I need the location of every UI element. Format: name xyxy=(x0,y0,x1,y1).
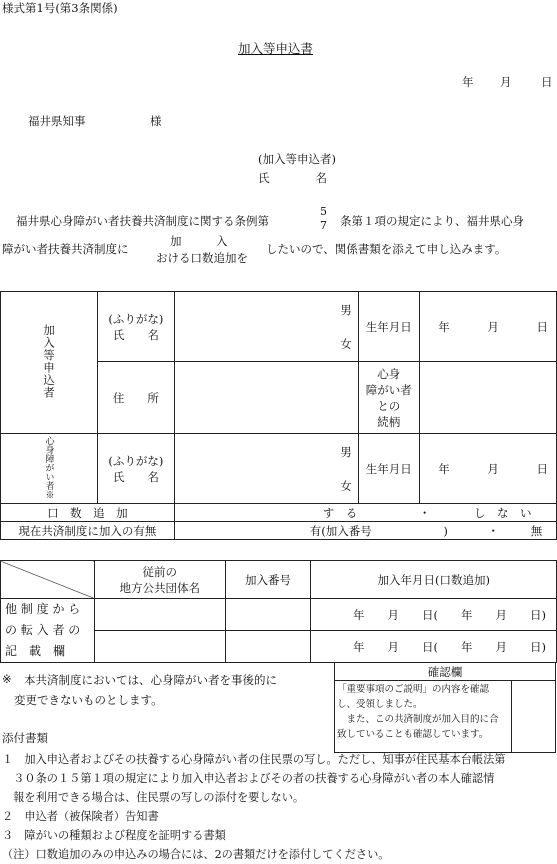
transfer-table xyxy=(0,560,557,663)
note-line2: 変更できないものとします。 xyxy=(14,693,163,707)
disabled-birth-day-label: 日 xyxy=(536,461,548,476)
attachments-list xyxy=(2,750,505,864)
transfer-label-line2: の 転 入 者 の xyxy=(5,623,81,637)
date-day-label: 日 xyxy=(541,75,553,89)
address-label: 住 所 xyxy=(98,362,175,434)
header-corner-cell xyxy=(1,561,95,599)
article-option-5: 5 xyxy=(320,205,327,218)
disabled-male-option[interactable]: 男 xyxy=(340,445,352,459)
disabled-name-label: 氏 名 xyxy=(112,469,159,484)
disabled-birth-date-label: 生年月日 xyxy=(358,434,419,504)
address-field[interactable] xyxy=(174,362,358,434)
intro-line1-b: 条第１項の規定により、福井県心身 xyxy=(340,214,524,228)
confirmation-text xyxy=(335,681,512,753)
birth-day-label: 日 xyxy=(536,319,548,334)
attachment-item-3: ３ 障がいの種類および程度を証明する書類 xyxy=(2,829,226,842)
confirmation-line3: また、この共済制度が加入目的に合 xyxy=(337,714,499,725)
addressee: 福井県知事 xyxy=(28,114,86,128)
intro-line1-a: 福井県心身障がい者扶養共済制度に関する条例第 xyxy=(16,214,269,228)
date-year-label: 年 xyxy=(462,75,474,89)
applicant-name-label: 氏 名 xyxy=(258,171,327,185)
note-mark: ※ xyxy=(2,672,12,686)
confirmation-check-field[interactable] xyxy=(512,681,556,753)
prev-org-header-line1: 従前の xyxy=(142,564,177,579)
member-number-field-2[interactable] xyxy=(225,631,311,663)
attachment-item-1: １ 加入申込者およびその扶養する心身障がい者の住民票の写し。ただし、知事が住民基本台帳法第 xyxy=(2,753,506,766)
prev-org-header-line2: 地方公共団体名 xyxy=(119,580,200,595)
applicant-label: (加入等申込者) xyxy=(258,152,336,166)
confirmation-line2: し、受領しました。 xyxy=(337,699,423,710)
transfer-row-label xyxy=(1,599,95,663)
applicant-birth-date-field[interactable] xyxy=(419,292,556,362)
units-add-choice[interactable] xyxy=(174,504,556,522)
disabled-header-text: 心身障がい者※ xyxy=(43,435,54,499)
form-number: 様式第1号(第3条関係) xyxy=(2,1,118,15)
relation-line-4: 続柄 xyxy=(377,414,401,429)
option-join: 加 入 xyxy=(170,234,228,248)
prev-org-header xyxy=(94,561,225,599)
join-date-header: 加入年月日(口数追加) xyxy=(311,561,557,599)
relation-field[interactable] xyxy=(419,362,556,434)
units-no-option[interactable]: し な い xyxy=(474,505,532,520)
join-date-field-1[interactable]: 年 月 日( 年 月 日) xyxy=(311,599,557,631)
applicant-section-header xyxy=(1,292,98,434)
member-number-field-1[interactable] xyxy=(225,599,311,631)
furigana-label: (ふりがな) xyxy=(108,311,164,326)
disabled-name-field[interactable] xyxy=(174,434,358,504)
applicant-name-field[interactable] xyxy=(174,292,358,362)
relation-line-2: 障がい者 xyxy=(365,382,412,397)
transfer-label-line1: 他 制 度 か ら xyxy=(5,602,81,616)
prev-org-field-2[interactable] xyxy=(94,631,225,663)
attachment-item-1-cont2: 報を利用できる場合は、住民票の写しの添付を要しない。 xyxy=(2,791,305,804)
date-month-label: 月 xyxy=(500,75,512,89)
female-option[interactable]: 女 xyxy=(340,337,352,351)
confirmation-line1: 「重要事項のご説明」の内容を確認 xyxy=(337,684,490,695)
option-add-units: おける口数追加を xyxy=(156,251,248,265)
disabled-birth-year-label: 年 xyxy=(438,461,450,476)
confirmation-title: 確認欄 xyxy=(335,663,556,681)
intro-line2-b: したいので、関係書類を添えて申し込みます。 xyxy=(266,242,507,256)
disabled-birth-date-field[interactable] xyxy=(419,434,556,504)
confirmation-line4: 致していることも確認しています。 xyxy=(337,729,489,740)
join-date-field-2[interactable]: 年 月 日( 年 月 日) xyxy=(311,631,557,663)
member-number-header: 加入番号 xyxy=(225,561,311,599)
disabled-furigana-label: (ふりがな) xyxy=(108,453,164,468)
intro-line2-a: 障がい者扶養共済制度に xyxy=(2,242,129,256)
current-membership-label: 現在共済制度に加入の有無 xyxy=(1,522,175,540)
birth-date-label: 生年月日 xyxy=(358,292,419,362)
units-yes-option[interactable]: す る xyxy=(322,505,358,520)
attachment-note: （注）口数追加のみの申込みの場合には、2の書類だけを添付してください。 xyxy=(2,848,390,861)
units-add-label: 口 数 追 加 xyxy=(1,504,175,522)
applicant-header-text: 加入等申込者 xyxy=(42,323,56,399)
membership-separator: ・ xyxy=(487,523,500,538)
document-title: 加入等申込書 xyxy=(238,41,314,56)
prev-org-field-1[interactable] xyxy=(94,599,225,631)
transfer-label-line3: 記 載 欄 xyxy=(5,644,66,658)
disabled-person-section-header xyxy=(1,434,98,504)
attachments-title: 添付書類 xyxy=(2,731,48,745)
note-line1: 本共済制度においては、心身障がい者を事後的に xyxy=(24,673,277,687)
relation-line-1: 心身 xyxy=(377,366,401,381)
birth-month-label: 月 xyxy=(487,319,499,334)
units-separator: ・ xyxy=(418,505,431,520)
disabled-female-option[interactable]: 女 xyxy=(340,479,352,493)
attachment-item-2: ２ 申込者（被保険者）告知書 xyxy=(2,810,159,823)
membership-number-close: ) xyxy=(443,523,448,538)
honorific: 様 xyxy=(150,114,162,128)
relation-label xyxy=(358,362,419,434)
birth-year-label: 年 xyxy=(438,319,450,334)
name-label: 氏 名 xyxy=(112,327,159,342)
membership-no-option[interactable]: 無 xyxy=(530,523,543,538)
confirmation-box xyxy=(334,662,556,753)
relation-line-3: との xyxy=(377,398,401,413)
applicant-table xyxy=(0,291,557,540)
current-membership-choice[interactable] xyxy=(174,522,556,540)
article-option-7: 7 xyxy=(320,219,327,232)
male-option[interactable]: 男 xyxy=(340,303,352,317)
membership-yes-option[interactable]: 有(加入番号 xyxy=(309,523,372,538)
disabled-birth-month-label: 月 xyxy=(487,461,499,476)
attachment-item-1-cont1: ３０条の１５第１項の規定により加入申込者およびその者の扶養する心身障がい者の本人確認情 xyxy=(2,772,495,785)
